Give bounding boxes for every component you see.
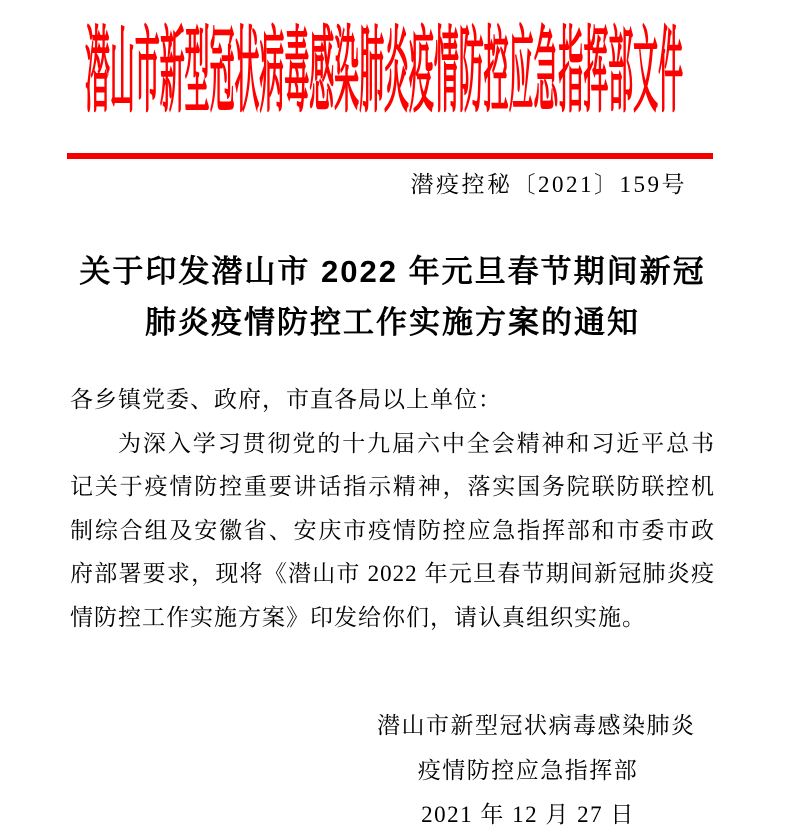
red-header-banner — [85, 20, 684, 124]
signature-date: 2021 年 12 月 27 日 — [421, 802, 635, 827]
red-separator-line — [67, 153, 713, 159]
signature-org-line1: 潜山市新型冠状病毒感染肺炎 — [377, 713, 696, 738]
notice-title-line1: 关于印发潜山市 2022 年元旦春节期间新冠 — [79, 254, 706, 289]
salutation: 各乡镇党委、政府，市直各局以上单位： — [70, 387, 502, 412]
doc-number: 潜疫控秘〔2021〕159号 — [410, 172, 687, 197]
red-header-title: 潜山市新型冠状病毒感染肺炎疫情防控应急指挥部文件 — [85, 20, 684, 124]
notice-title — [0, 246, 785, 348]
signature-org-line2: 疫情防控应急指挥部 — [417, 757, 639, 783]
body-paragraph: 为深入学习贯彻党的十九届六中全会精神和习近平总书记关于疫情防控重要讲话指示精神，落实国务院联防联控机制综合组及安徽省、安庆市疫情防控应急指挥部和市委市政府部署要求，现将《潜山市 2022 年元旦春节期间新冠肺炎疫情防控工作实施方案》印发给你们，请认真组织实施。 — [70, 430, 715, 630]
document-body — [70, 378, 715, 639]
notice-title-line2: 肺炎疫情防控工作实施方案的通知 — [145, 305, 640, 340]
signature-block — [377, 704, 696, 838]
